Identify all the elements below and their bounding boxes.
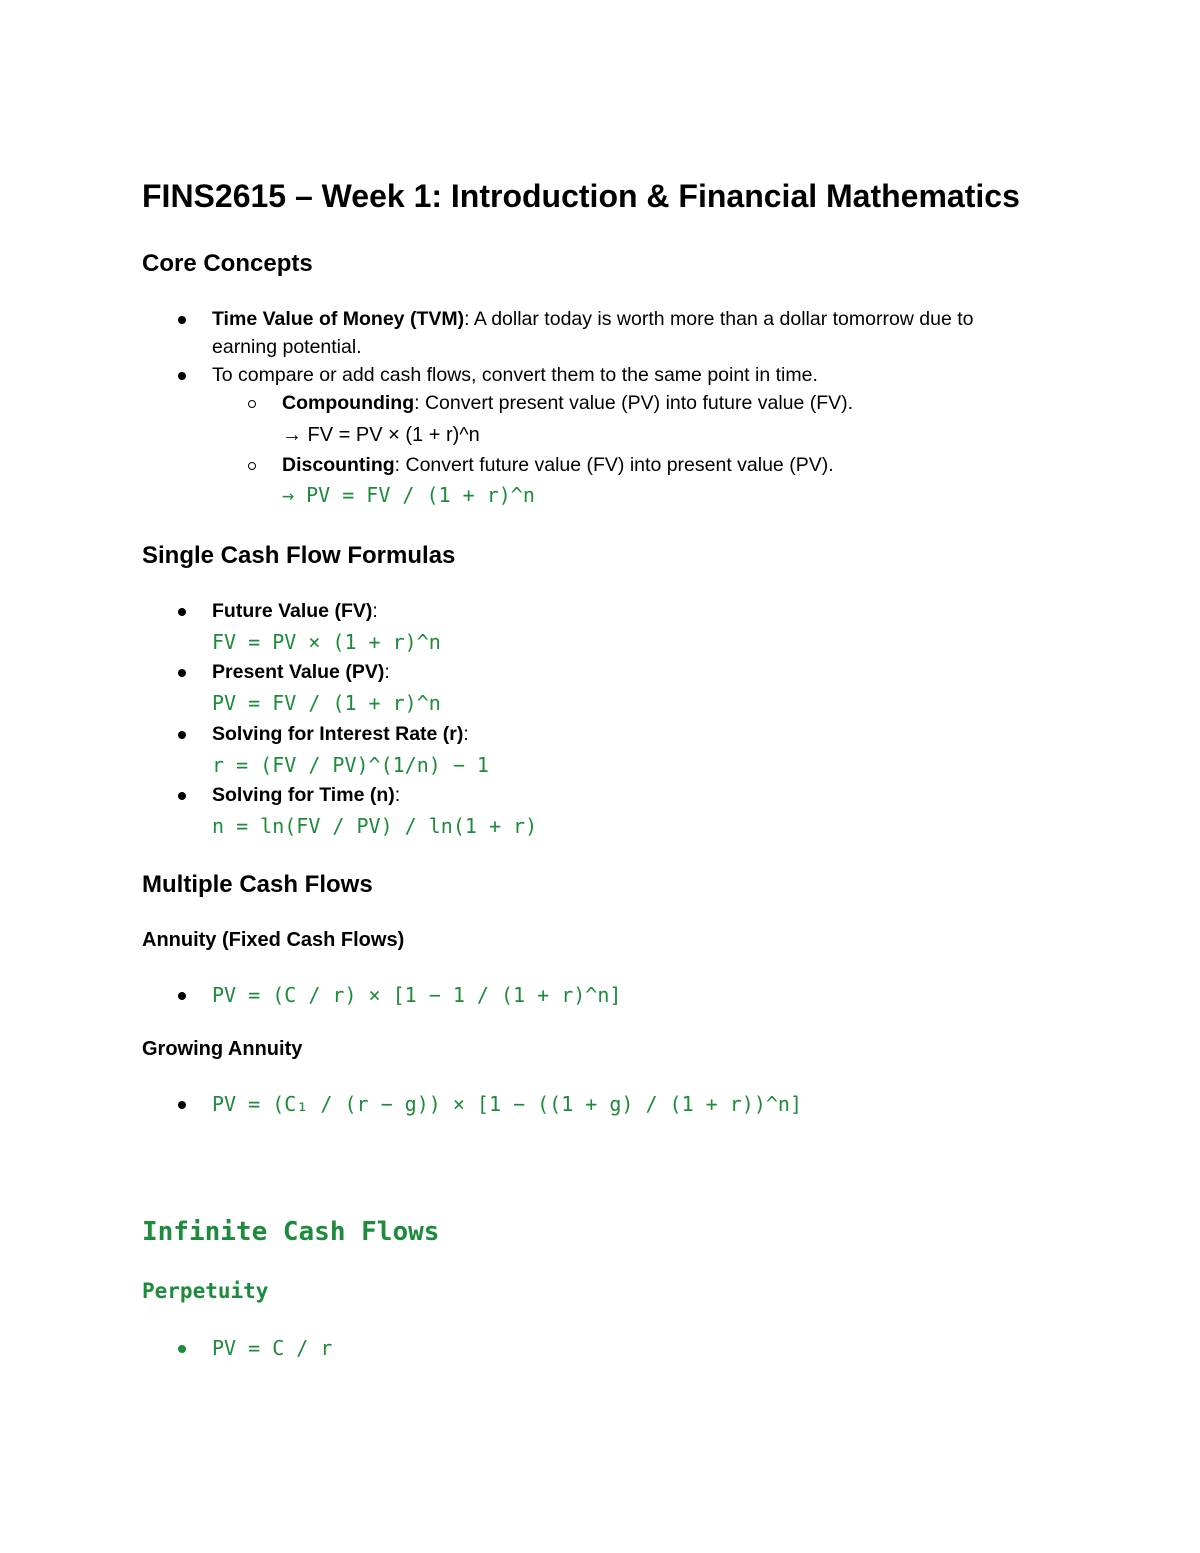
bullet-icon — [178, 1101, 186, 1109]
bullet-icon — [178, 608, 186, 616]
discounting-term: Discounting — [282, 454, 395, 476]
discounting-formula — [282, 480, 535, 510]
annuity-heading: Annuity (Fixed Cash Flows) — [142, 929, 405, 951]
n-term: Solving for Time (n) — [212, 784, 395, 806]
bullet-icon — [178, 372, 186, 380]
bullet-icon — [178, 669, 186, 677]
r-term: Solving for Interest Rate (r) — [212, 723, 464, 745]
compounding-text: : Convert present value (PV) into future value (FV). — [414, 392, 854, 414]
perpetuity-heading: Perpetuity — [142, 1279, 269, 1303]
compare-item: To compare or add cash flows, convert them to the same point in time. — [212, 364, 818, 386]
fv-item — [212, 597, 378, 625]
multiple-cash-flows-heading: Multiple Cash Flows — [142, 871, 373, 898]
compounding-formula — [282, 419, 480, 450]
bullet-icon — [178, 316, 186, 324]
discounting-formula-text: → PV = FV / (1 + r)^n — [282, 483, 535, 507]
tvm-item — [212, 305, 974, 333]
annuity-formula: PV = (C / r) × [1 − 1 / (1 + r)^n] — [212, 983, 622, 1007]
pv-item — [212, 658, 390, 686]
discounting-item — [282, 451, 834, 479]
n-item — [212, 781, 400, 809]
n-formula: n = ln(FV / PV) / ln(1 + r) — [212, 814, 538, 838]
tvm-text: : A dollar today is worth more than a dollar tomorrow due to — [464, 308, 974, 330]
discounting-text: : Convert future value (FV) into present value (PV). — [394, 454, 834, 476]
fv-formula: FV = PV × (1 + r)^n — [212, 630, 441, 654]
sub-bullet-icon — [248, 462, 256, 470]
r-item — [212, 720, 469, 748]
infinite-cash-flows-heading: Infinite Cash Flows — [142, 1217, 440, 1247]
bullet-icon — [178, 792, 186, 800]
fv-term: Future Value (FV) — [212, 600, 373, 622]
growing-annuity-heading: Growing Annuity — [142, 1038, 303, 1060]
colon: : — [384, 661, 390, 683]
compounding-formula-text: → FV = PV × (1 + r)^n — [282, 424, 480, 446]
tvm-term: Time Value of Money (TVM) — [212, 308, 465, 330]
core-concepts-heading: Core Concepts — [142, 250, 313, 277]
colon: : — [372, 600, 378, 622]
compounding-item — [282, 389, 853, 417]
compounding-term: Compounding — [282, 392, 415, 414]
growing-annuity-formula: PV = (C₁ / (r − g)) × [1 − ((1 + g) / (1 + r))^n] — [212, 1092, 803, 1116]
pv-term: Present Value (PV) — [212, 661, 385, 683]
bullet-icon — [178, 731, 186, 739]
perpetuity-formula: PV = C / r — [212, 1336, 333, 1360]
bullet-icon — [178, 1345, 186, 1353]
sub-bullet-icon — [248, 400, 256, 408]
colon: : — [463, 723, 469, 745]
bullet-icon — [178, 992, 186, 1000]
single-cash-flow-heading: Single Cash Flow Formulas — [142, 542, 456, 569]
pv-formula: PV = FV / (1 + r)^n — [212, 691, 441, 715]
colon: : — [394, 784, 401, 806]
tvm-text-continued: earning potential. — [212, 336, 362, 358]
r-formula: r = (FV / PV)^(1/n) − 1 — [212, 753, 489, 777]
page-title: FINS2615 – Week 1: Introduction & Financial Mathematics — [142, 178, 1020, 214]
